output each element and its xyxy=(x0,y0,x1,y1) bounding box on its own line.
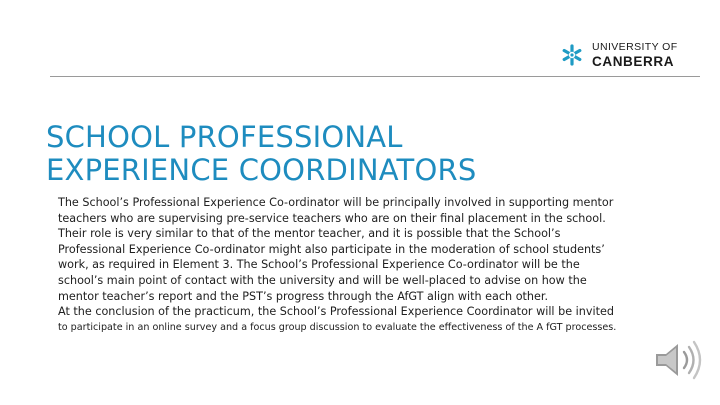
slide-title xyxy=(46,121,666,187)
slide-title-line-1: SCHOOL PROFESSIONAL xyxy=(46,120,403,154)
university-logo xyxy=(560,40,690,70)
header-divider xyxy=(50,76,700,77)
logo-line-university-of: UNIVERSITY OF xyxy=(592,41,678,53)
logo-wordmark xyxy=(592,42,678,68)
logo-line-canberra: CANBERRA xyxy=(592,53,675,69)
body-paragraph-1: The School’s Professional Experience Co-ordinator will be principally involved in supporting mentor teachers who are supervising pre-service teachers who are on their final placement in the school. Their role is very similar to that of the mentor teacher, and it is possible that the School’s Professional Experience Co-ordinator might also participate in the moderation of school students’ work, as required in Element 3. The School’s Professional Experience Co-ordinator will be the school’s main point of contact with the university and will be well-placed to advise on how the mentor teacher’s report and the PST’s progress through the AfGT align with each other. xyxy=(58,196,614,303)
uc-cross-logo-icon xyxy=(560,43,584,67)
speaker-icon[interactable] xyxy=(652,336,708,384)
body-paragraph-2-rest: to participate in an online survey and a focus group discussion to evaluate the effectiveness of the A fGT processes. xyxy=(58,321,617,333)
slide-title-line-2: EXPERIENCE COORDINATORS xyxy=(46,153,477,187)
body-paragraph-2-start: At the conclusion of the practicum, the School’s Professional Experience Coordinator will be invited xyxy=(58,305,614,319)
slide-body xyxy=(58,195,623,335)
